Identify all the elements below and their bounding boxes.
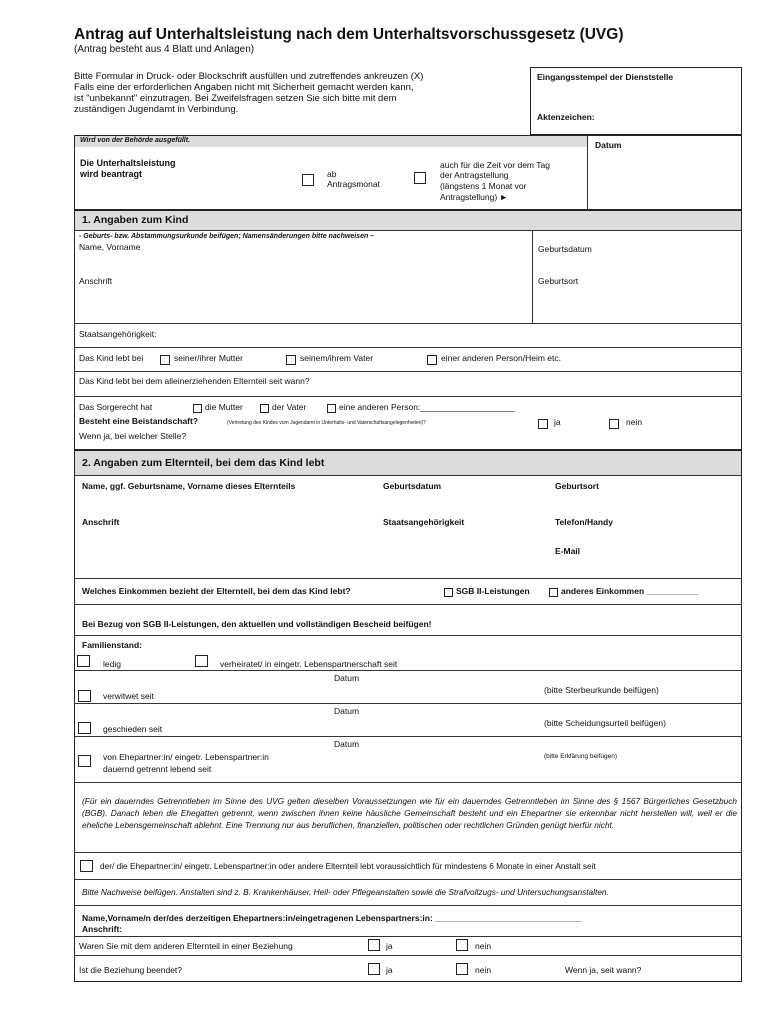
checkbox-custody-father[interactable] bbox=[260, 404, 269, 413]
option-label: Antragstellung) ► bbox=[440, 192, 508, 202]
stamp-label: Eingangsstempel der Dienststelle bbox=[537, 72, 674, 82]
checkbox-widowed[interactable] bbox=[78, 690, 91, 702]
divider bbox=[74, 323, 742, 324]
option-label: ja bbox=[386, 941, 393, 951]
checkbox-relationship-yes[interactable] bbox=[368, 939, 380, 951]
sgb-note: Bei Bezug von SGB II-Leistungen, den aktuellen und vollständigen Bescheid beifügen! bbox=[82, 619, 432, 629]
option-label: SGB II-Leistungen bbox=[456, 586, 530, 596]
option-label: der Antragstellung bbox=[440, 170, 509, 180]
option-label: die Mutter bbox=[205, 402, 243, 412]
date-label: Datum bbox=[334, 673, 360, 683]
option-label: nein bbox=[475, 965, 492, 975]
checkbox-father[interactable] bbox=[286, 355, 296, 365]
child-nationality-label: Staatsangehörigkeit: bbox=[79, 329, 157, 339]
divider bbox=[74, 955, 742, 956]
request-label: Die Unterhaltsleistung bbox=[80, 158, 176, 168]
instruction-line: Bitte Formular in Druck- oder Blockschrift ausfüllen und zutreffendes ankreuzen (X) bbox=[74, 71, 424, 82]
option-label: (längstens 1 Monat vor bbox=[440, 181, 527, 191]
option-label: ab bbox=[327, 169, 337, 179]
section-2-box bbox=[74, 450, 742, 982]
child-birthplace-label: Geburtsort bbox=[538, 276, 579, 286]
checkbox-relationship-no[interactable] bbox=[456, 939, 468, 951]
option-label: auch für die Zeit vor dem Tag bbox=[440, 160, 550, 170]
section-1-box bbox=[74, 210, 742, 450]
parent-address-label: Anschrift bbox=[82, 517, 120, 527]
spouse-name-label: Name,Vorname/n der/des derzeitigen Ehepartners:in/eingetragenen Lebenspartners:in: _______________________________ bbox=[82, 913, 582, 923]
checkbox-advocacy-yes[interactable] bbox=[538, 419, 548, 429]
checkbox-sgb-ii[interactable] bbox=[444, 588, 453, 597]
divider bbox=[74, 578, 742, 579]
income-question: Welches Einkommen bezieht der Elternteil, bei dem das Kind lebt? bbox=[82, 586, 351, 596]
option-label: seinem/ihrem Vater bbox=[300, 353, 374, 363]
checkbox-custody-other[interactable] bbox=[327, 404, 336, 413]
checkbox-mother[interactable] bbox=[160, 355, 170, 365]
divider bbox=[74, 852, 742, 853]
option-label: einer anderen Person/Heim etc. bbox=[441, 353, 562, 363]
checkbox-custody-mother[interactable] bbox=[193, 404, 202, 413]
divider bbox=[74, 475, 742, 476]
instruction-line: ist "unbekannt" einzutragen. Bei Zweifelsfragen setzen Sie sich bitte mit dem bbox=[74, 93, 397, 104]
option-label: seiner/ihrer Mutter bbox=[174, 353, 243, 363]
checkbox-separated[interactable] bbox=[78, 755, 91, 767]
divider bbox=[74, 736, 742, 737]
divider bbox=[74, 703, 742, 704]
parent-birthdate-label: Geburtsdatum bbox=[383, 481, 442, 491]
option-label: nein bbox=[626, 417, 643, 427]
spouse-address-label: Anschrift: bbox=[82, 924, 123, 934]
date-label: Datum bbox=[334, 706, 360, 716]
option-label: nein bbox=[475, 941, 492, 951]
advocacy-label: Besteht eine Beistandschaft? bbox=[79, 416, 199, 426]
which-office-label: Wenn ja, bei welcher Stelle? bbox=[79, 431, 187, 441]
ended-question: Ist die Beziehung beendet? bbox=[79, 965, 183, 975]
institution-label: der/ die Ehepartner:in/ eingetr. Lebenspartner:in oder andere Elternteil lebt voraussichtlich für mindestens 6 Monate in einer Anstalt seit bbox=[100, 861, 596, 871]
parent-email-label: E-Mail bbox=[555, 546, 581, 556]
marital-label: Familienstand: bbox=[82, 640, 142, 650]
date-label: Datum bbox=[334, 739, 360, 749]
institution-note: Bitte Nachweise beifügen. Anstalten sind z. B. Krankenhäuser, Heil- oder Pflegeanstalten sowie die Strafvollzugs- und Untersuchungsanstalten. bbox=[82, 887, 609, 897]
form-title: Antrag auf Unterhaltsleistung nach dem Unterhaltsvorschussgesetz (UVG) bbox=[74, 26, 624, 43]
option-label: Antragsmonat bbox=[327, 179, 380, 189]
checkbox-ended-yes[interactable] bbox=[368, 963, 380, 975]
divider bbox=[74, 782, 742, 783]
child-birthdate-label: Geburtsdatum bbox=[538, 244, 592, 254]
form-subtitle: (Antrag besteht aus 4 Blatt und Anlagen) bbox=[74, 44, 255, 55]
advocacy-note: (Vertretung des Kindes vom Jugendamt in Unterhalts- und Vaterschaftsangelegenheiten)? bbox=[227, 420, 426, 426]
option-label: eine anderen Person:____________________ bbox=[339, 402, 515, 412]
section-2-heading: 2. Angaben zum Elternteil, bei dem das Kind lebt bbox=[82, 457, 325, 469]
checkbox-ended-no[interactable] bbox=[456, 963, 468, 975]
section-1-heading: 1. Angaben zum Kind bbox=[82, 214, 189, 226]
divider bbox=[74, 604, 742, 605]
section-1-note: - Geburts- bzw. Abstammungsurkunde beifügen; Namensänderungen bitte nachweisen – bbox=[79, 233, 375, 240]
divider bbox=[587, 135, 588, 210]
divider bbox=[74, 371, 742, 372]
option-label: dauernd getrennt lebend seit bbox=[103, 764, 212, 774]
checkbox-advocacy-no[interactable] bbox=[609, 419, 619, 429]
checkbox-divorced[interactable] bbox=[78, 722, 91, 734]
divider bbox=[74, 230, 742, 231]
checkbox-married[interactable] bbox=[195, 655, 208, 667]
separated-note: (bitte Erklärung beifügen) bbox=[544, 753, 617, 760]
instruction-line: zuständigen Jugendamt in Verbindung. bbox=[74, 104, 239, 115]
relationship-question: Waren Sie mit dem anderen Elternteil in einer Beziehung bbox=[79, 941, 293, 951]
option-label: ja bbox=[386, 965, 393, 975]
divider bbox=[74, 879, 742, 880]
divorced-note: (bitte Scheidungsurteil beifügen) bbox=[544, 718, 666, 728]
divider bbox=[74, 396, 742, 397]
parent-name-label: Name, ggf. Geburtsname, Vorname dieses Elternteils bbox=[82, 481, 296, 491]
parent-nationality-label: Staatsangehörigkeit bbox=[383, 517, 465, 527]
option-label: anderes Einkommen ___________ bbox=[561, 586, 699, 596]
checkbox-other-person[interactable] bbox=[427, 355, 437, 365]
divider bbox=[74, 905, 742, 906]
divider bbox=[74, 347, 742, 348]
divider bbox=[74, 635, 742, 636]
authority-note: Wird von der Behörde ausgefüllt. bbox=[80, 137, 191, 144]
since-when-label: Wenn ja, seit wann? bbox=[565, 965, 642, 975]
option-label: verwitwet seit bbox=[103, 691, 155, 701]
divider bbox=[532, 230, 533, 323]
checkbox-other-income[interactable] bbox=[549, 588, 558, 597]
divider bbox=[74, 936, 742, 937]
option-label: geschieden seit bbox=[103, 724, 163, 734]
divider bbox=[74, 670, 742, 671]
child-name-label: Name, Vorname bbox=[79, 242, 141, 252]
request-label: wird beantragt bbox=[80, 169, 143, 179]
option-label: ja bbox=[554, 417, 561, 427]
widowed-note: (bitte Sterbeurkunde beifügen) bbox=[544, 685, 659, 695]
option-label: ledig bbox=[103, 659, 121, 669]
date-label: Datum bbox=[595, 140, 622, 150]
checkbox-retroactive[interactable] bbox=[414, 172, 426, 184]
instruction-line: Falls eine der erforderlichen Angaben nicht mit Sicherheit gemacht werden kann, bbox=[74, 82, 414, 93]
file-number-label: Aktenzeichen: bbox=[537, 112, 595, 122]
option-label: verheiratet/ in eingetr. Lebenspartnerschaft seit bbox=[220, 659, 398, 669]
option-label: von Ehepartner:in/ eingetr. Lebenspartner:in bbox=[103, 752, 269, 762]
option-label: der Vater bbox=[272, 402, 307, 412]
checkbox-from-application-month[interactable] bbox=[302, 174, 314, 186]
since-when-label: Das Kind lebt bei dem alleinerziehenden Elternteil seit wann? bbox=[79, 376, 310, 386]
custody-label: Das Sorgerecht hat bbox=[79, 402, 153, 412]
lives-with-label: Das Kind lebt bei bbox=[79, 353, 144, 363]
parent-phone-label: Telefon/Handy bbox=[555, 517, 613, 527]
checkbox-institution[interactable] bbox=[80, 860, 93, 872]
checkbox-single[interactable] bbox=[77, 655, 90, 667]
legal-paragraph: (Für ein dauerndes Getrenntleben im Sinne des UVG gelten dieselben Voraussetzungen wie für ein dauerndes Getrenntleben im Sinne des § 1567 Bürgerliches Gesetzbuch (BGB). Danach leben die Ehegatten getrennt, wenn zwischen ihnen keine häusliche Gemeinschaft besteht und ein Ehepartner sie erkennbar nicht herstellen will, weil er die eheliche Lebensgemeinschaft ablehnt. Eine Trennung nur aus beruflichen, finanziellen, politischen oder rechtlichen Gründen genügt hierfür nicht. bbox=[82, 796, 737, 830]
child-address-label: Anschrift bbox=[79, 276, 113, 286]
parent-birthplace-label: Geburtsort bbox=[555, 481, 599, 491]
